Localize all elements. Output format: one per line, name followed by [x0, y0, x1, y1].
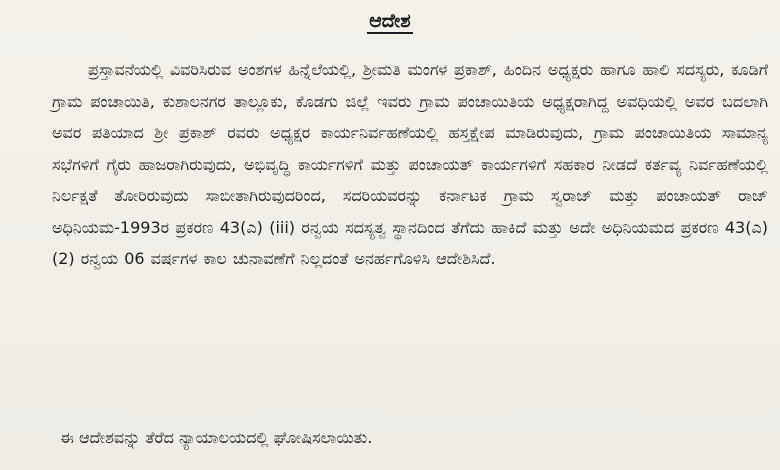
closing-statement: ಈ ಆದೇಶವನ್ನು ತೆರೆದ ನ್ಯಾಯಾಲಯದಲ್ಲಿ ಘೋಷಿಸಲಾಯಿತು.	[60, 428, 373, 447]
order-title-wrapper	[0, 10, 780, 34]
order-paragraph: ಪ್ರಸ್ತಾವನೆಯಲ್ಲಿ ವಿವರಿಸಿರುವ ಅಂಶಗಳ ಹಿನ್ನೆಲೆಯಲ್ಲಿ, ಶ್ರೀಮತಿ ಮಂಗಳ ಪ್ರಕಾಶ್, ಹಿಂದಿನ ಅಧ್ಯಕ್ಷರು ಹಾಗೂ ಹಾಲಿ ಸದಸ್ಯರು, ಕೂಡಿಗೆ ಗ್ರಾಮ ಪಂಚಾಯಿತಿ, ಕುಶಾಲನಗರ ತಾಲ್ಲೂಕು, ಕೊಡಗು ಜಿಲ್ಲೆ ಇವರು ಗ್ರಾಮ ಪಂಚಾಯಿತಿಯ ಅಧ್ಯಕ್ಷರಾಗಿದ್ದ ಅವಧಿಯಲ್ಲಿ ಅವರ ಬದಲಾಗಿ ಅವರ ಪತಿಯಾದ ಶ್ರೀ ಪ್ರಕಾಶ್ ರವರು ಅಧ್ಯಕ್ಷರ ಕಾರ್ಯನಿರ್ವಹಣೆಯಲ್ಲಿ ಹಸ್ತಕ್ಷೇಪ ಮಾಡಿರುವುದು, ಗ್ರಾಮ ಪಂಚಾಯಿತಿಯ ಸಾಮಾನ್ಯ ಸಭೆಗಳಿಗೆ ಗೈರು ಹಾಜರಾಗಿರುವುದು, ಅಭಿವೃದ್ಧಿ ಕಾರ್ಯಗಳಿಗೆ ಮತ್ತು ಪಂಚಾಯತ್ ಕಾರ್ಯಗಳಿಗೆ ಸಹಕಾರ ನೀಡದೆ ಕರ್ತವ್ಯ ನಿರ್ವಹಣೆಯಲ್ಲಿ ನಿರ್ಲಕ್ಷತೆ ತೋರಿರುವುದು ಸಾಬೀತಾಗಿರುವುದರಿಂದ, ಸದರಿಯವರನ್ನು ಕರ್ನಾಟಕ ಗ್ರಾಮ ಸ್ವರಾಜ್ ಮತ್ತು ಪಂಚಾಯತ್ ರಾಜ್ ಅಧಿನಿಯಮ-1993ರ ಪ್ರಕರಣ 43(ಎ) (iii) ರನ್ವಯ ಸದಸ್ಯತ್ವ ಸ್ಥಾನದಿಂದ ತೆಗೆದು ಹಾಕಿದೆ ಮತ್ತು ಅದೇ ಅಧಿನಿಯಮದ ಪ್ರಕರಣ 43(ಎ)(2) ರನ್ವಯ 06 ವರ್ಷಗಳ ಕಾಲ ಚುನಾವಣೆಗೆ ನಿಲ್ಲದಂತೆ ಅನರ್ಹಗೊಳಿಸಿ ಆದೇಶಿಸಿದೆ.	[52, 60, 768, 268]
order-title: ಆದೇಶ	[369, 10, 411, 32]
